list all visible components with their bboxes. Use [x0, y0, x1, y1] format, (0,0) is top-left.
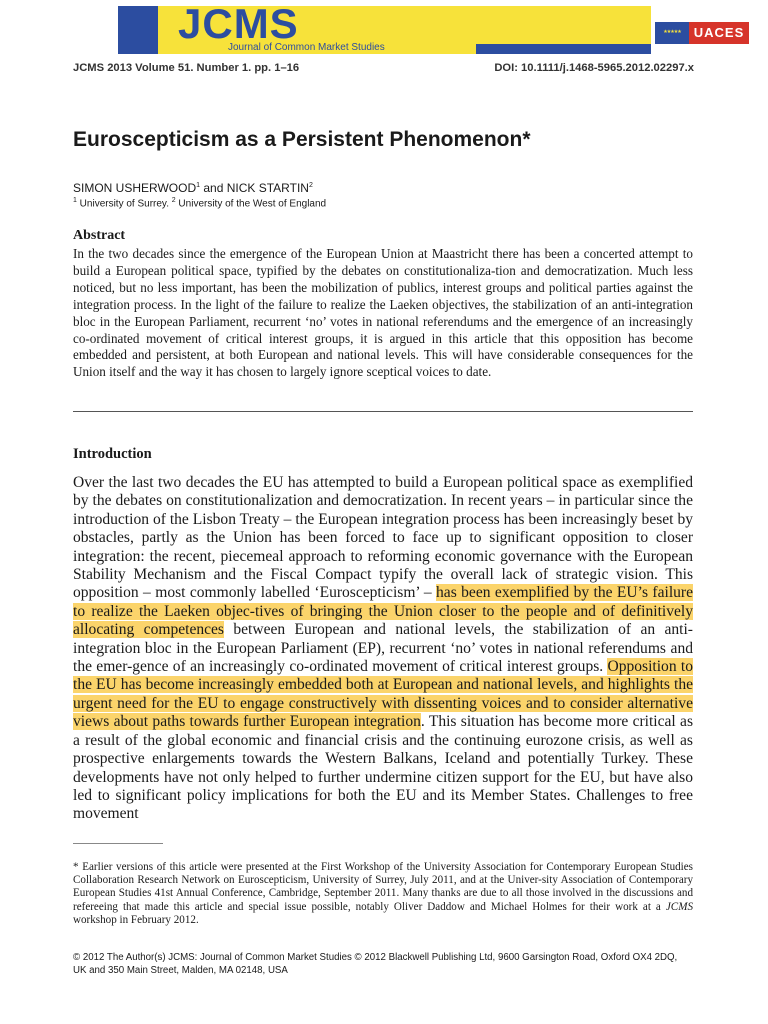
affiliation: University of Surrey. — [76, 198, 172, 210]
affiliation-mark: 1 — [196, 182, 201, 189]
doi[interactable]: DOI: 10.1111/j.1468-5965.2012.02297.x — [494, 62, 694, 74]
eu-flag-icon: ★★★★★ — [655, 22, 689, 44]
footnote — [73, 861, 693, 927]
affiliations — [73, 197, 326, 209]
body-text: . This situation has become more critical as a result of the global economic and financial crisis and the continuing eurozone crisis, as well as prospective enlargements towards the Western Balkans, Iceland and potentially Turkey. These developments have not only helped to further undermine citizen support for the EU, but have also led to significant policy implications for both the EU and its Member States. Challenges to free movement — [73, 713, 693, 823]
banner-blue-block — [118, 6, 158, 54]
affiliation-mark: 2 — [171, 197, 176, 204]
affiliation-mark: 1 — [73, 197, 77, 204]
authors — [73, 181, 313, 195]
journal-subtitle: Journal of Common Market Studies — [228, 42, 385, 53]
body-text: between European and national levels, the stabilization of an anti-integration bloc in the European Parliament (EP), recurrent ‘no’ votes in national referendums and the emer-gence of an increasingly co-ordinated movement of critical interest groups. — [73, 621, 693, 676]
introduction-heading: Introduction — [73, 446, 152, 462]
footnote-divider — [73, 843, 163, 844]
footnote-text: * Earlier versions of this article were presented at the First Workshop of the University Association for Contemporary European Studies Collaboration Research Network on Euroscepticism, University of Surrey, July 2011, and at the Univer-sity Association of Contemporary European Studies 41st Annual Conference, Cambridge, September 2011. Many thanks are due to all those involved in the discussions and refereeing that made this article and special issue possible, notably Oliver Daddow and Michael Holmes for their work at a — [73, 861, 693, 913]
jcms-logo: JCMS — [178, 0, 299, 47]
affiliation-mark: 2 — [308, 182, 313, 189]
body-text: Over the last two decades the EU has attempted to build a European political space as exemplified by the debates on constitutionalization and democratization. In recent years – in particular since the introduction of the Lisbon Treaty – the European integration process has been increasingly beset by obstacles, partly as the Union has been forced to face up to significant opposition to closer integration: the recent, piecemeal approach to reforming economic governance with the European Stability Mechanism and the Fiscal Compact typify the overall lack of strategic vision. This opposition – most commonly labelled ‘Euroscepticism’ – — [73, 474, 693, 602]
journal-banner — [118, 0, 745, 54]
abstract-divider — [73, 411, 693, 412]
banner-blue-strip — [476, 44, 651, 54]
highlighted-text[interactable]: has been exemplified by the EU’s failure to realize the Laeken objec-tives of bringing the Union closer to the people and of definitively allocating competences — [73, 584, 693, 639]
affiliation: University of the West of England — [175, 198, 327, 210]
abstract-heading: Abstract — [73, 228, 126, 243]
copyright-notice: © 2012 The Author(s) JCMS: Journal of Common Market Studies © 2012 Blackwell Publishing Ltd, 9600 Garsington Road, Oxford OX4 2DQ, UK and 350 Main Street, Malden, MA 02148, USA — [73, 952, 678, 977]
abstract-text: In the two decades since the emergence of the European Union at Maastricht there has been a concerted attempt to build a European political space, typified by the debates on constitutionaliza-tion and democratization. Much less noticed, but no less important, has been the mobilization of publics, interest groups and political parties against the integration process. In the light of the failure to realize the Laeken objectives, the stabilization of an anti-integration bloc in the European Parliament, recurrent ‘no’ votes in national referendums and the emergence of an increasingly co-ordinated movement of critical interest groups, it is argued in this article that this opposition has become embedded and persistent, at both European and national levels. This will have considerable consequences for the Union itself and the way it has chosen to largely ignore sceptical voices to date. — [73, 246, 693, 380]
introduction-text — [73, 474, 693, 824]
journal-issue-info: JCMS 2013 Volume 51. Number 1. pp. 1–16 — [73, 62, 300, 74]
author-name: SIMON USHERWOOD — [73, 181, 197, 195]
uaces-badge: UACES — [689, 22, 749, 44]
journal-name-italic: JCMS — [665, 900, 693, 913]
article-title: Euroscepticism as a Persistent Phenomenon* — [73, 128, 531, 151]
highlighted-text[interactable]: Opposition to the EU has become increasingly embedded both at European and national levels, and highlights the urgent need for the EU to engage constructively with dissenting voices and to consider alternative views about paths towards further European integration — [73, 658, 693, 731]
author-separator: and — [200, 181, 227, 195]
footnote-text: workshop in February 2012. — [73, 913, 199, 926]
author-name: NICK STARTIN — [226, 181, 309, 195]
